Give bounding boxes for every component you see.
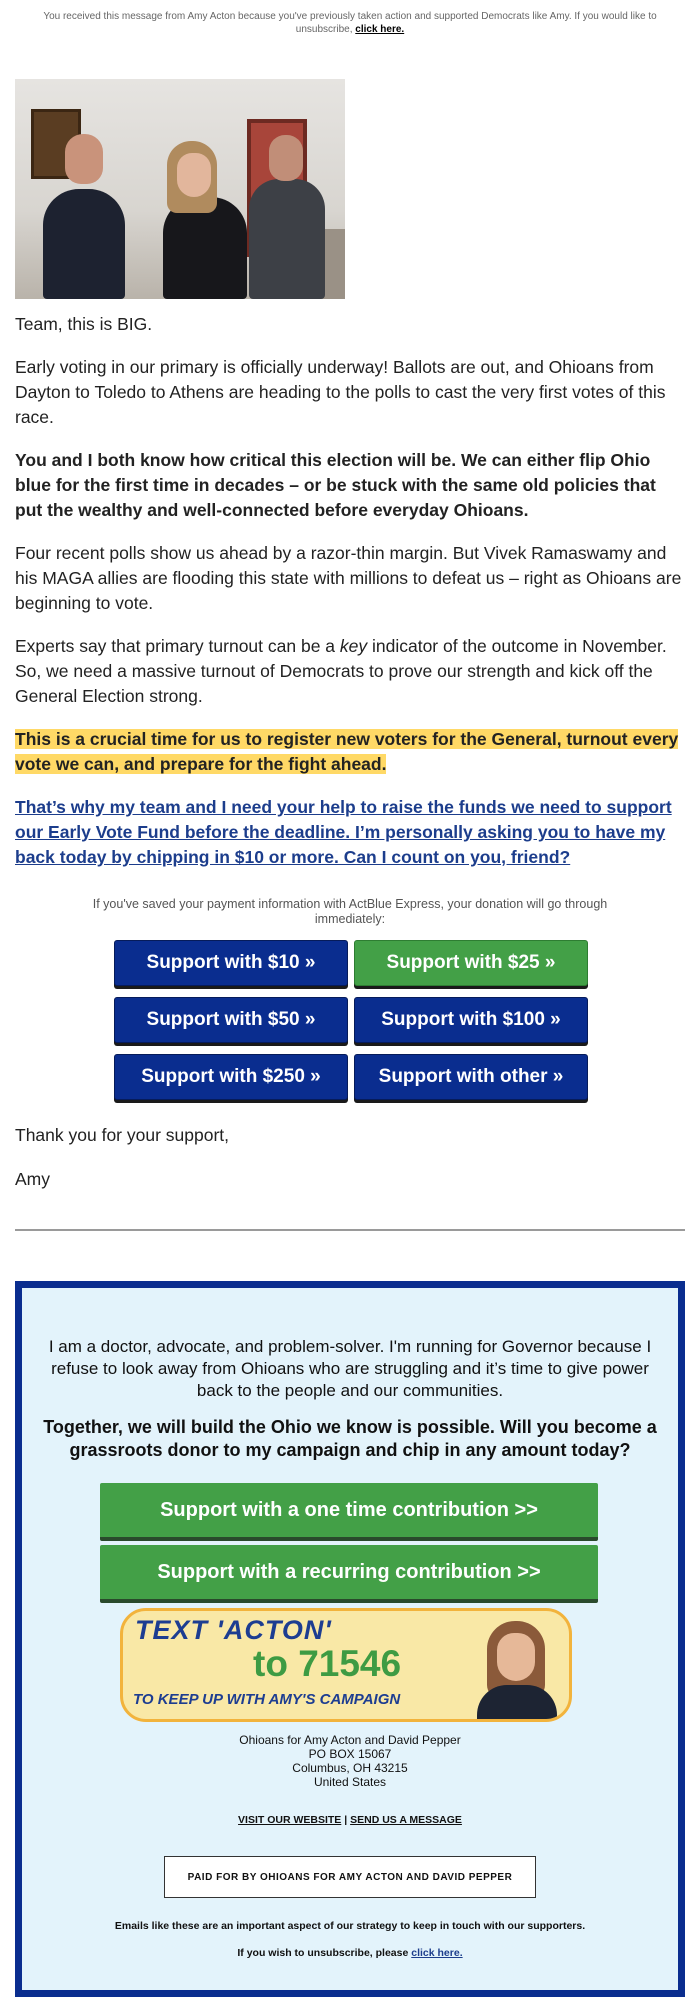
paragraph-polls: Four recent polls show us ahead by a razor-thin margin. But Vivek Ramaswamy and his MAGA allies are flooding this state with millions to defeat us – right as Ohioans are beginning to vote. bbox=[15, 543, 682, 613]
address-country: United States bbox=[313, 1775, 387, 1789]
candidate-headshot bbox=[469, 1617, 569, 1719]
donate-other-button[interactable]: Support with other » bbox=[354, 1054, 588, 1100]
donate-50-button[interactable]: Support with $50 » bbox=[114, 997, 348, 1043]
top-notice bbox=[0, 0, 700, 36]
footer-box bbox=[15, 1281, 685, 1997]
signature: Amy bbox=[15, 1169, 50, 1189]
top-unsubscribe-link[interactable]: click here. bbox=[355, 24, 405, 35]
banner-text-line1: TEXT 'ACTON' bbox=[135, 1615, 332, 1645]
paragraph-critical-election: You and I both know how critical this election will be. We can either flip Ohio blue for the first time in decades – or be stuck with the same old policies that put the wealthy and well-connected before everyday Ohioans. bbox=[15, 450, 656, 520]
mailing-address bbox=[32, 1733, 668, 1789]
greeting: Team, this is BIG. bbox=[15, 314, 153, 334]
strategy-note: Emails like these are an important aspect of our strategy to keep in touch with our supporters. bbox=[114, 1920, 586, 1932]
paragraph-early-voting: Early voting in our primary is officially underway! Ballots are out, and Ohioans from Dayton to Toledo to Athens are heading to the polls to cast the very first votes of this race. bbox=[15, 357, 666, 427]
hero-image bbox=[15, 79, 345, 299]
donate-250-button[interactable]: Support with $250 » bbox=[114, 1054, 348, 1100]
donate-100-button[interactable]: Support with $100 » bbox=[354, 997, 588, 1043]
paragraph-turnout: Experts say that primary turnout can be a key indicator of the outcome in November. So, we need a massive turnout of Democrats to prove our strength and kick off the General Election strong. bbox=[15, 636, 667, 706]
paragraph-donate-link bbox=[15, 795, 685, 870]
paragraph-highlight: This is a crucial time for us to register new voters for the General, turnout every vote we can, and prepare for the fight ahead. bbox=[15, 729, 679, 774]
paid-for-disclaimer: PAID FOR BY OHIOANS FOR AMY ACTON AND DAVID PEPPER bbox=[164, 1856, 536, 1898]
text-acton-banner[interactable] bbox=[120, 1608, 572, 1722]
thanks-line: Thank you for your support, bbox=[15, 1125, 229, 1145]
footer-links bbox=[32, 1814, 668, 1826]
banner-short-code: to 71546 bbox=[253, 1643, 402, 1684]
donate-10-button[interactable]: Support with $10 » bbox=[114, 940, 348, 986]
footer-ask: Together, we will build the Ohio we know is possible. Will you become a grassroots donor to my campaign and chip in any amount today? bbox=[43, 1417, 657, 1460]
donate-25-button[interactable]: Support with $25 » bbox=[354, 940, 588, 986]
top-notice-text: You received this message from Amy Acton because you've previously taken action and supported Democrats like Amy. If you would like to unsubscribe, bbox=[43, 11, 657, 35]
early-vote-fund-link[interactable]: That’s why my team and I need your help to raise the funds we need to support our Early Vote Fund before the deadline. I’m personally asking you to have my back today by chipping in $10 or more. Can I count on you, friend? bbox=[15, 797, 672, 867]
address-org: Ohioans for Amy Acton and David Pepper bbox=[239, 1733, 461, 1747]
actblue-note: If you've saved your payment information with ActBlue Express, your donation will go through immediately: bbox=[92, 897, 608, 926]
staffer-right bbox=[249, 179, 325, 299]
send-message-link[interactable]: SEND US A MESSAGE bbox=[350, 1814, 462, 1826]
address-po: PO BOX 15067 bbox=[308, 1747, 392, 1761]
address-city: Columbus, OH 43215 bbox=[292, 1761, 408, 1775]
one-time-contribution-button[interactable]: Support with a one time contribution >> bbox=[100, 1483, 598, 1541]
footer-intro: I am a doctor, advocate, and problem-solver. I'm running for Governor because I refuse to look away from Ohioans who are struggling and it’s time to give power back to the people and our communities. bbox=[48, 1337, 652, 1400]
links-separator: | bbox=[344, 1814, 348, 1826]
section-divider bbox=[15, 1229, 685, 1231]
email-body bbox=[15, 312, 685, 888]
staffer-left bbox=[43, 189, 125, 299]
footer-unsubscribe-link[interactable]: click here. bbox=[411, 1947, 463, 1959]
visit-website-link[interactable]: VISIT OUR WEBSITE bbox=[238, 1814, 342, 1826]
banner-text-line3: TO KEEP UP WITH AMY'S CAMPAIGN bbox=[133, 1691, 401, 1708]
recurring-contribution-button[interactable]: Support with a recurring contribution >> bbox=[100, 1545, 598, 1603]
footer-unsubscribe bbox=[32, 1947, 668, 1959]
unsubscribe-text: If you wish to unsubscribe, please bbox=[237, 1947, 409, 1959]
